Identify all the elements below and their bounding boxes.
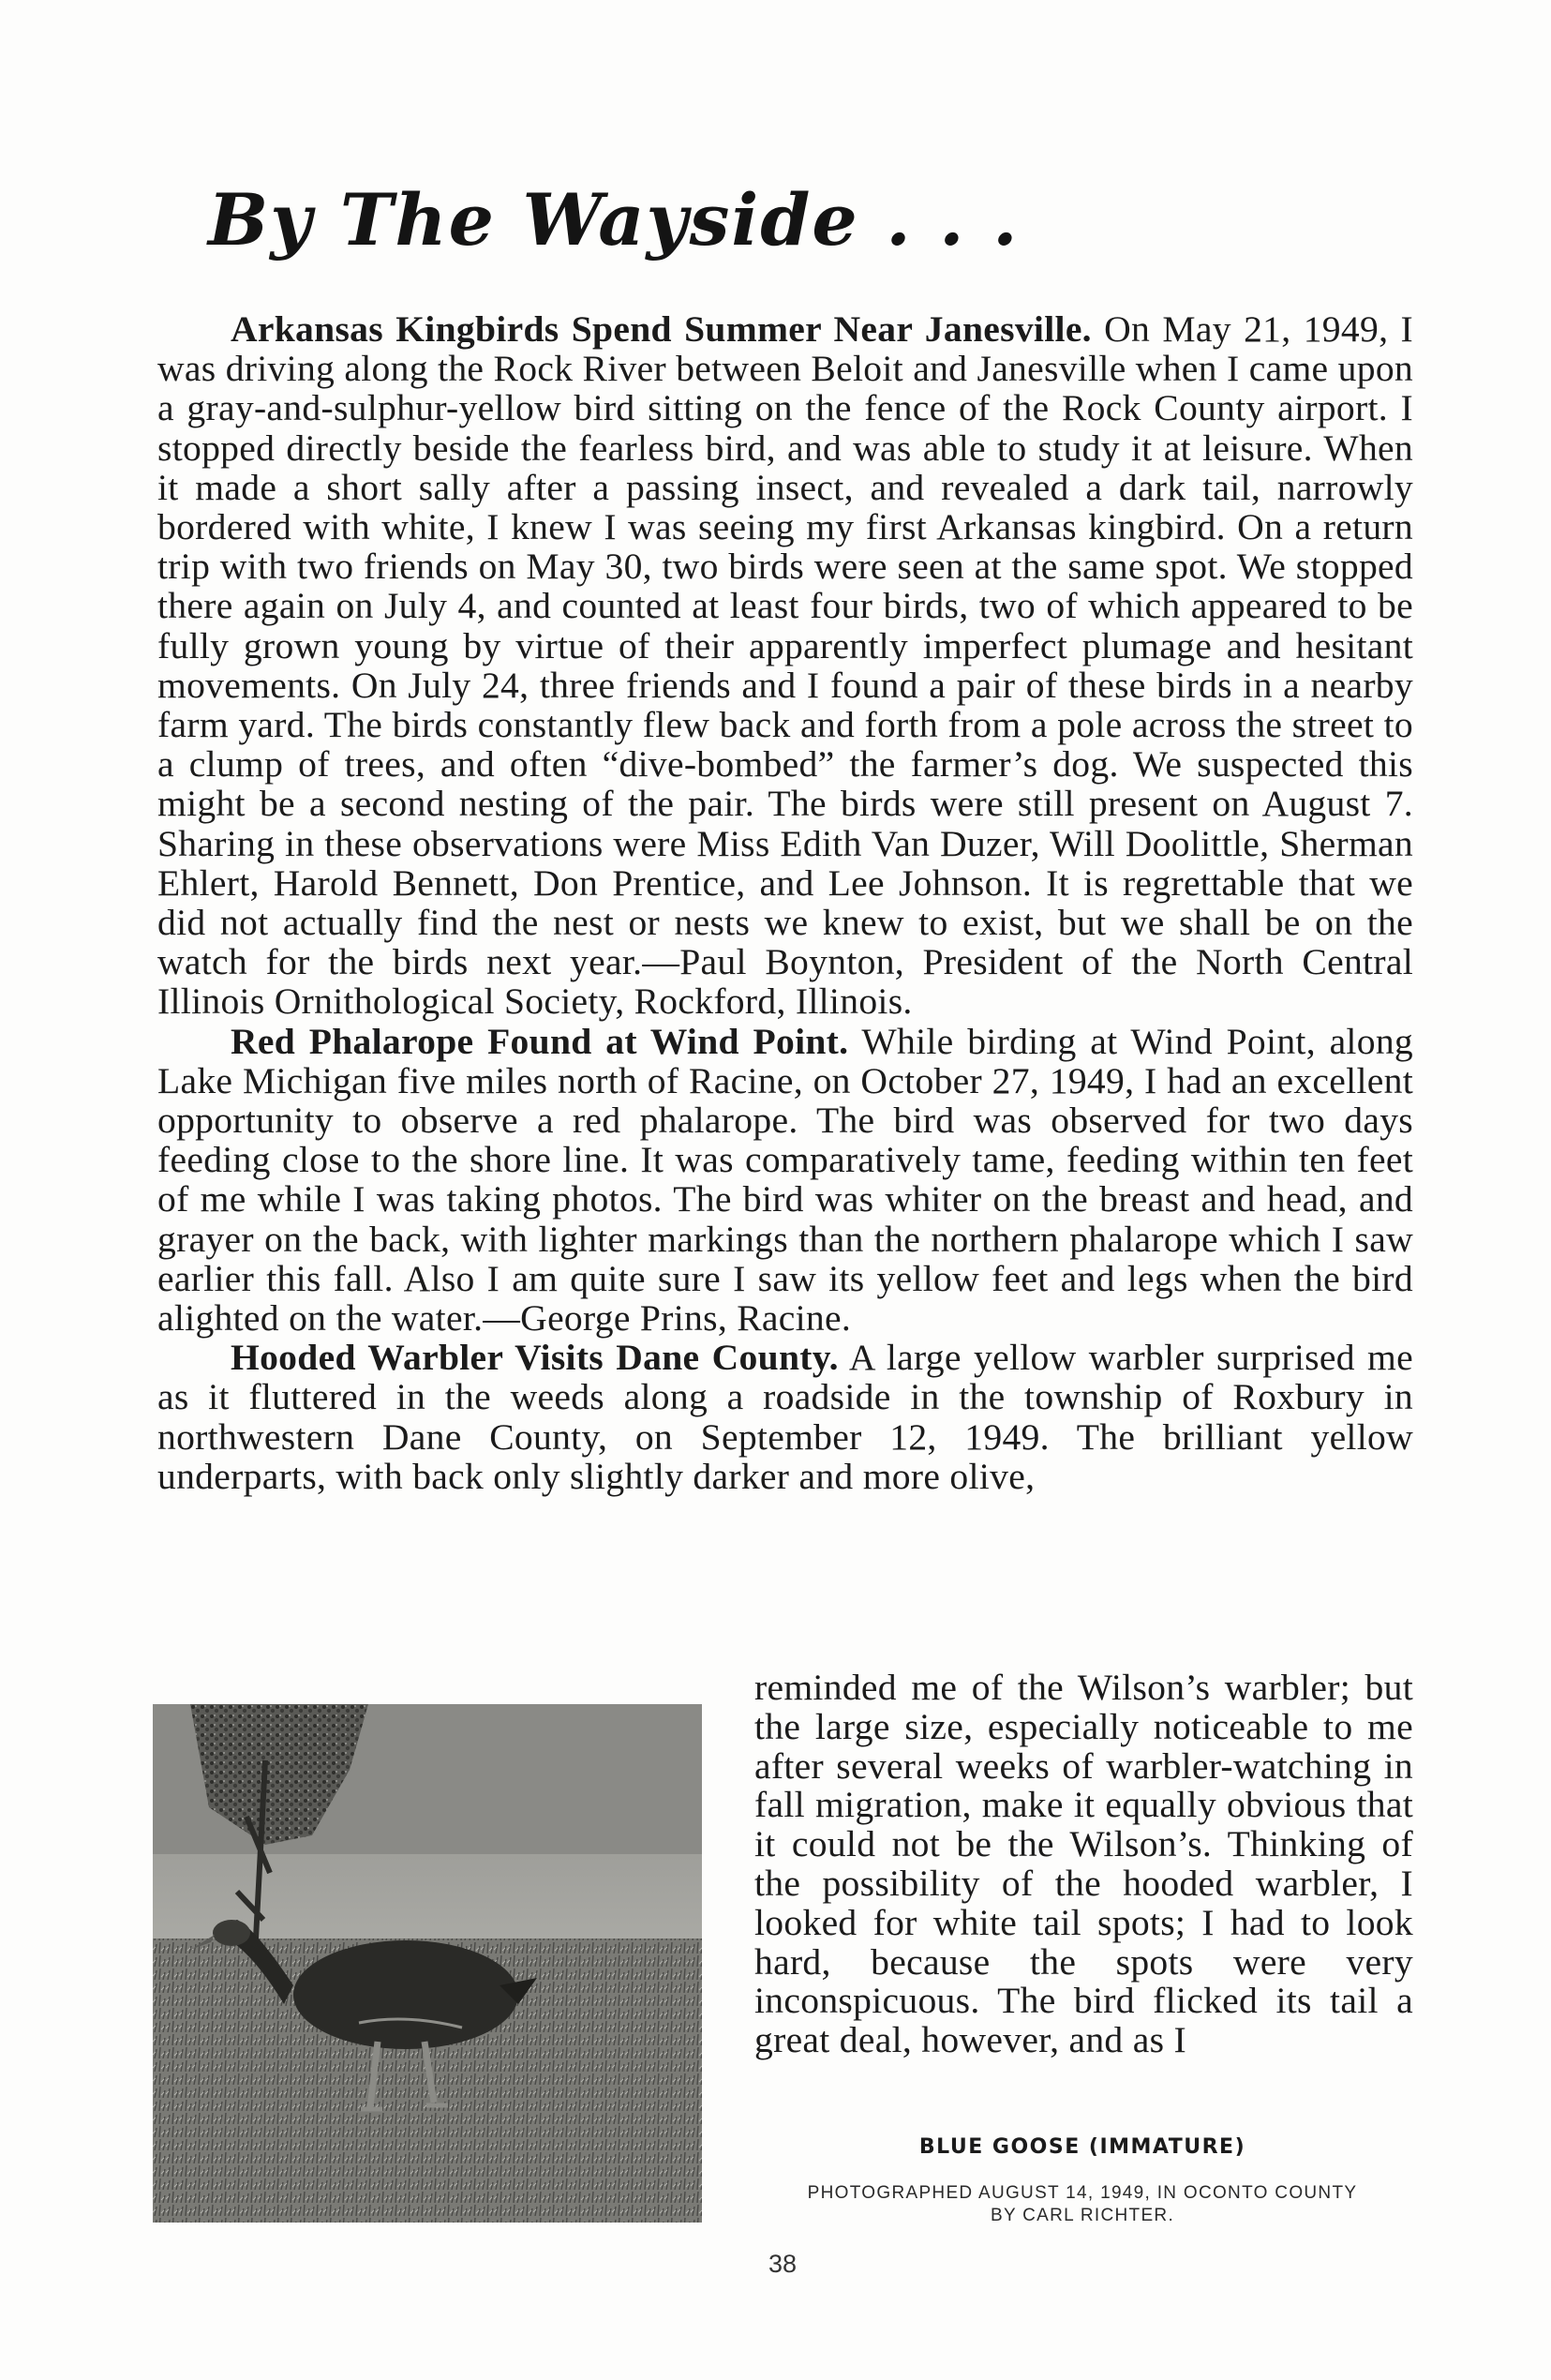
photo-caption-credit: BY CARL RICHTER. <box>990 2206 1175 2225</box>
article-kingbirds <box>157 309 1413 1022</box>
article-heading: Hooded Warbler Visits Dane County. <box>231 1337 839 1379</box>
article-heading: Red Phalarope Found at Wind Point. <box>231 1020 849 1062</box>
page-number: 38 <box>768 2250 798 2278</box>
photo-caption-title: BLUE GOOSE (IMMATURE) <box>918 2135 1246 2159</box>
article-body: A large yellow warbler surprised me as it fluttered in the weeds along a roadside in the township of Roxbury in northwestern Dane County, on September 12, 1949. The brilliant yellow underparts, with back only slightly darker and more olive, <box>157 1337 1414 1497</box>
photo-caption-line: PHOTOGRAPHED AUGUST 14, 1949, IN OCONTO COUNTY <box>807 2183 1358 2203</box>
article-hooded-warbler <box>157 1338 1413 1496</box>
article-continued-text: reminded me of the Wilson’s warbler; but the large size, especially noticeable to me after several weeks of warbler-watching in fall migration, make it equally obvious that it could not be the Wilson’s. Thinking of the possibility of the hooded warbler, I looked for white tail spots; I had to look hard, because the spots were very inconspicuous. The bird flicked its tail a great deal, however, and as I <box>754 1667 1413 2061</box>
article-body: On May 21, 1949, I was driving along the Rock River between Beloit and Janesville when I came upon a gray-and-sulphur-yellow bird sitting on the fence of the Rock County airport. I stopped directly beside the fearless bird, and was able to study it at leisure. When it made a short sally after a passing insect, and revealed a dark tail, narrowly bordered with white, I knew I was seeing my first Arkansas kingbird. On a return trip with two friends on May 30, two birds were seen at the same spot. We stopped there again on July 4, and counted at least four birds, two of which appeared to be fully grown young by virtue of their apparently imperfect plumage and hesitant movements. On July 24, three friends and I found a pair of these birds in a nearby farm yard. The birds constantly flew back and forth from a pole across the street to a clump of trees, and often “dive-bombed” the farmer’s dog. We suspected this might be a second nesting of the pair. The birds were still present on August 7. Sharing in these observations were Miss Edith Van Duzer, Will Doolittle, Sherman Ehlert, Harold Bennett, Don Prentice, and Lee Johnson. It is regrettable that we did not actually find the nest or nests we knew to exist, but we shall be on the watch for the birds next year.—Paul Boynton, President of the North Central Illinois Ornithological Society, Rockford, Illinois. <box>157 308 1413 1023</box>
article-column <box>157 309 1413 1496</box>
article-body: While birding at Wind Point, along Lake Michigan five miles north of Racine, on October 27, 1949, I had an excellent opportunity to observe a red phalarope. The bird was observed for two days feeding close to the shore line. It was comparatively tame, feeding within ten feet of me while I was taking photos. The bird was whiter on the breast and head, and grayer on the back, with lighter markings than the northern phalarope which I saw earlier this fall. Also I am quite sure I saw its yellow feet and legs when the bird alighted on the water.—George Prins, Racine. <box>157 1020 1413 1340</box>
article-phalarope <box>157 1022 1413 1339</box>
page-title: By The Wayside . . . <box>208 178 1020 262</box>
article-heading: Arkansas Kingbirds Spend Summer Near Janesville. <box>231 308 1092 350</box>
blue-goose-photo <box>153 1704 702 2223</box>
